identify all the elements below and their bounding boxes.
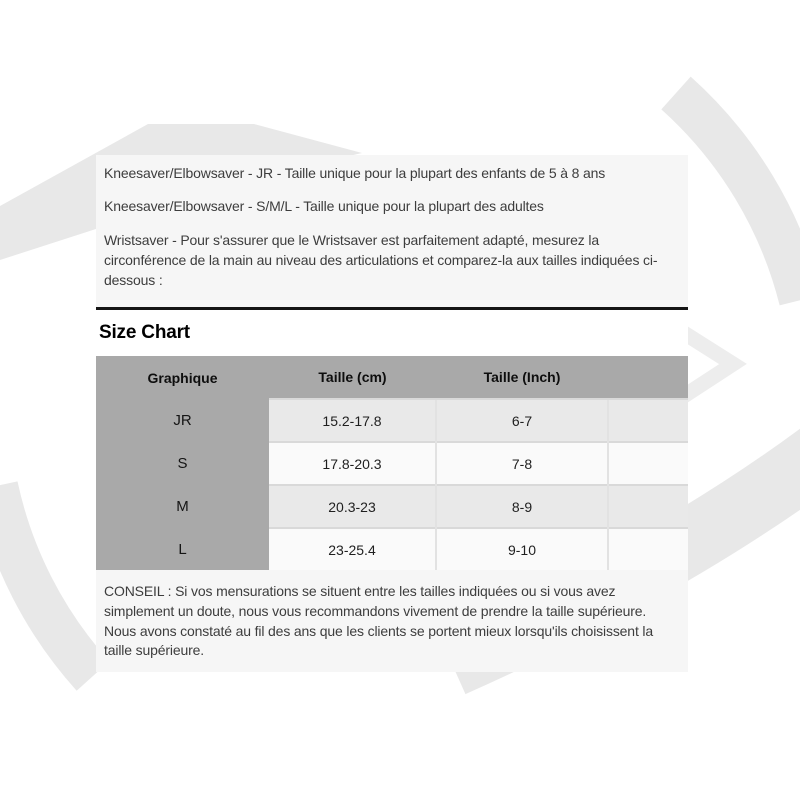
table-header-graphique: Graphique <box>96 356 269 399</box>
advice-text: CONSEIL : Si vos mensurations se situent entre les tailles indiquées ou si vous avez simplement un doute, nous vous recommandons vivement de prendre la taille supérieure. Nous avons constaté au fil des ans que les clients se portent mieux lorsqu'ils choisissent la taille supérieure. <box>104 583 654 659</box>
size-label: S <box>96 442 269 485</box>
sizing-intro-block <box>96 155 688 307</box>
table-row-jr <box>96 399 688 442</box>
size-inch-value: 8-9 <box>436 485 608 528</box>
intro-paragraph-kneesaver-sml: Kneesaver/Elbowsaver - S/M/L - Taille unique pour la plupart des adultes <box>104 198 544 215</box>
intro-paragraph-wristsaver: Wristsaver - Pour s'assurer que le Wristsaver est parfaitement adapté, mesurez la circonférence de la main au niveau des articulations et comparez-la aux tailles indiquées ci-dessous : <box>104 231 658 289</box>
table-header-spacer <box>608 356 688 399</box>
table-header-taille-inch: Taille (Inch) <box>436 356 608 399</box>
watermark-arc-top-right <box>676 93 800 300</box>
size-cm-value: 23-25.4 <box>269 528 436 570</box>
size-label: M <box>96 485 269 528</box>
table-row-s <box>96 442 688 485</box>
row-spacer-cell <box>608 399 688 442</box>
size-inch-value: 6-7 <box>436 399 608 442</box>
size-cm-value: 20.3-23 <box>269 485 436 528</box>
watermark-arc-bottom-left <box>0 486 93 676</box>
size-label: JR <box>96 399 269 442</box>
row-spacer-cell <box>608 528 688 570</box>
size-cm-value: 17.8-20.3 <box>269 442 436 485</box>
size-guide-panel <box>96 155 688 672</box>
intro-paragraph-kneesaver-jr: Kneesaver/Elbowsaver - JR - Taille unique pour la plupart des enfants de 5 à 8 ans <box>104 165 606 181</box>
size-cm-value: 15.2-17.8 <box>269 399 436 442</box>
watermark-chevron-icon <box>684 333 733 396</box>
size-inch-value: 7-8 <box>436 442 608 485</box>
size-label: L <box>96 528 269 570</box>
table-row-m <box>96 485 688 528</box>
row-spacer-cell <box>608 485 688 528</box>
size-chart-table <box>96 356 688 570</box>
size-chart-title: Size Chart <box>96 310 688 356</box>
table-header-taille-cm: Taille (cm) <box>269 356 436 399</box>
table-header-row <box>96 356 688 399</box>
sizing-advice-block <box>96 570 688 671</box>
table-row-l <box>96 528 688 570</box>
row-spacer-cell <box>608 442 688 485</box>
size-inch-value: 9-10 <box>436 528 608 570</box>
